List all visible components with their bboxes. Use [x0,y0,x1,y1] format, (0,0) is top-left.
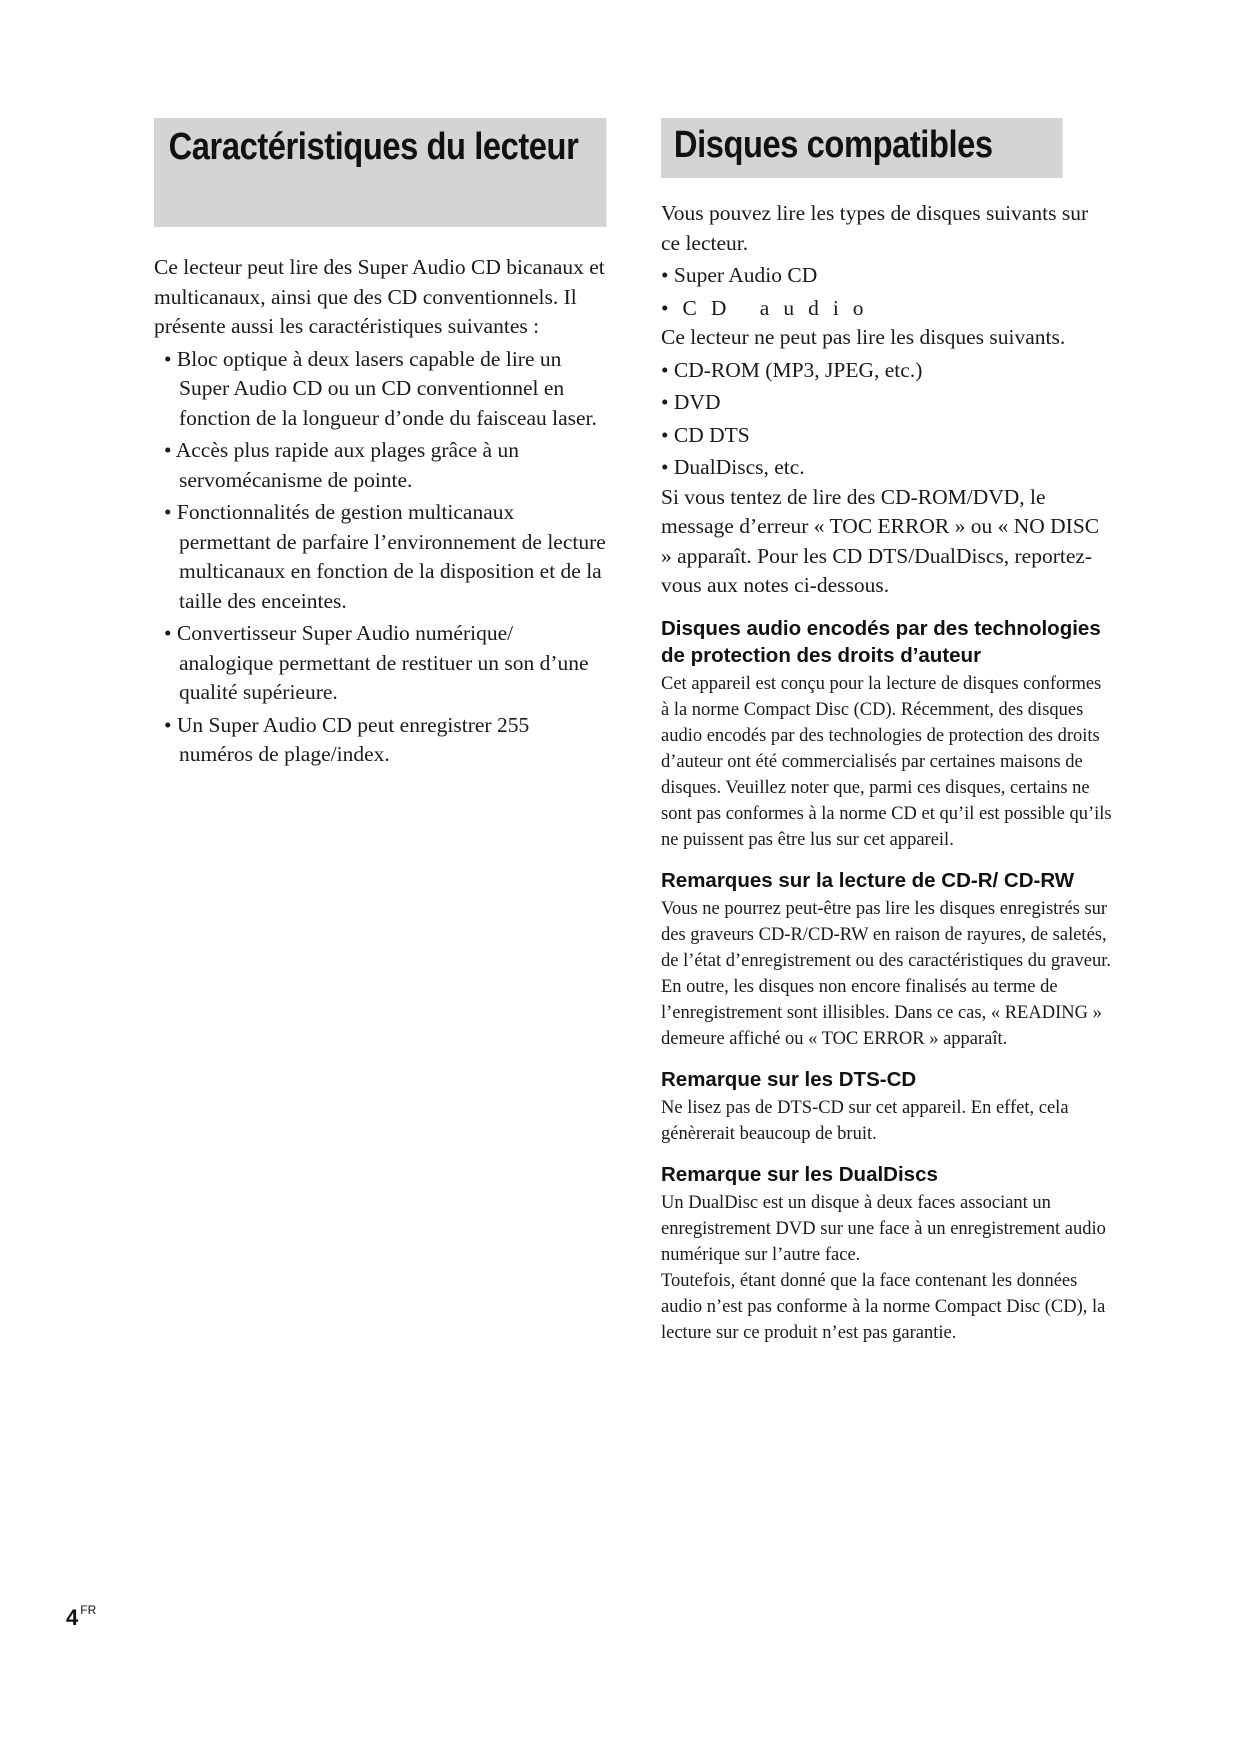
section-title-compatible-discs: Disques compatibles [661,118,1063,178]
list-item: • CD DTS [661,422,750,447]
cdr-cdrw-text: Vous ne pourrez peut-être pas lire les disques enregistrés sur des graveurs CD-R/CD-RW en raison de rayures, de saletés, de l’état d’enregistrement ou des caractéristiques du graveur. En outre, les disques non encore finalisés au terme de l’enregistrement sont illisibles. Dans ce cas, « READING » demeure affiché ou « TOC ERROR » apparaît. [661,898,1111,1049]
features-intro: Ce lecteur peut lire des Super Audio CD bicanaux et multicanaux, ainsi que des CD conventionnels. Il présente aussi les caractéristiques suivantes : [154,255,605,338]
not-playable-list [661,356,1112,483]
page-number: 4 $^{FR}$ [66,1603,97,1630]
subheading-cdr-cdrw: Remarques sur la lecture de CD-R/ CD-RW [661,868,1075,892]
error-message-text: Si vous tentez de lire des CD-ROM/DVD, le message d’erreur « TOC ERROR » ou « NO DISC » apparaît. Pour les CD DTS/DualDiscs, reportez-vous aux notes ci-dessous. [661,484,1100,597]
copyright-discs-text: Cet appareil est conçu pour la lecture de disques conformes à la norme Compact Disc (CD). Récemment, des disques audio encodés par des technologies de protection des droits d’auteur ont été commercialisés par certaines maisons de disques. Veuillez noter que, parmi ces disques, certains ne sont pas conformes à la norme CD et qu’il est possible qu’ils ne puissent pas être lus sur cet appareil. [661,673,1112,850]
features-list [154,345,606,770]
dualdiscs-text-2: Toutefois, étant donné que la face contenant les données audio n’est pas conforme à la norme Compact Disc (CD), la lecture sur ce produit n’est pas garantie. [661,1270,1106,1343]
language-code: FR [80,1603,97,1617]
not-playable-intro: Ce lecteur ne peut pas lire les disques suivants. [661,325,1066,349]
list-item: • Fonctionnalités de gestion multicanaux permettant de parfaire l’environnement de lecture multicanaux en fonction de la disposition et de la taille des enceintes. [164,500,606,613]
list-item: • DVD [661,390,721,414]
section-title-features: Caractéristiques du lecteur [154,118,606,227]
dualdiscs-text-1: Un DualDisc est un disque à deux faces associant un enregistrement DVD sur une face à un enregistrement audio numérique sur l’autre face. [661,1192,1106,1265]
list-item: • Un Super Audio CD peut enregistrer 255 numéros de plage/index. [164,712,530,766]
list-item: • DualDiscs, etc. [661,455,805,479]
dts-cd-text: Ne lisez pas de DTS-CD sur cet appareil. En effet, cela génèrerait beaucoup de bruit. [661,1097,1069,1144]
list-item: • Convertisseur Super Audio numérique/ analogique permettant de restituer un son d’une qualité supérieure. [164,621,589,704]
list-item: •CD audio [661,295,878,320]
compatible-intro: Vous pouvez lire les types de disques suivants sur ce lecteur. [661,201,1089,255]
list-item: • Accès plus rapide aux plages grâce à un servomécanisme de pointe. [164,438,519,492]
subheading-copyright-discs: Disques audio encodés par des technologies de protection des droits d’auteur [661,616,1101,667]
list-item: • Super Audio CD [661,263,818,287]
playable-list [661,261,1112,323]
list-item: • CD-ROM (MP3, JPEG, etc.) [661,357,923,382]
left-column [154,118,606,770]
subheading-dualdiscs: Remarque sur les DualDiscs [661,1162,938,1186]
subheading-dts-cd: Remarque sur les DTS-CD [661,1067,917,1091]
list-item: • Bloc optique à deux lasers capable de lire un Super Audio CD ou un CD conventionnel en fonction de la longueur d’onde du faisceau laser. [164,346,597,430]
right-column [661,118,1112,1346]
